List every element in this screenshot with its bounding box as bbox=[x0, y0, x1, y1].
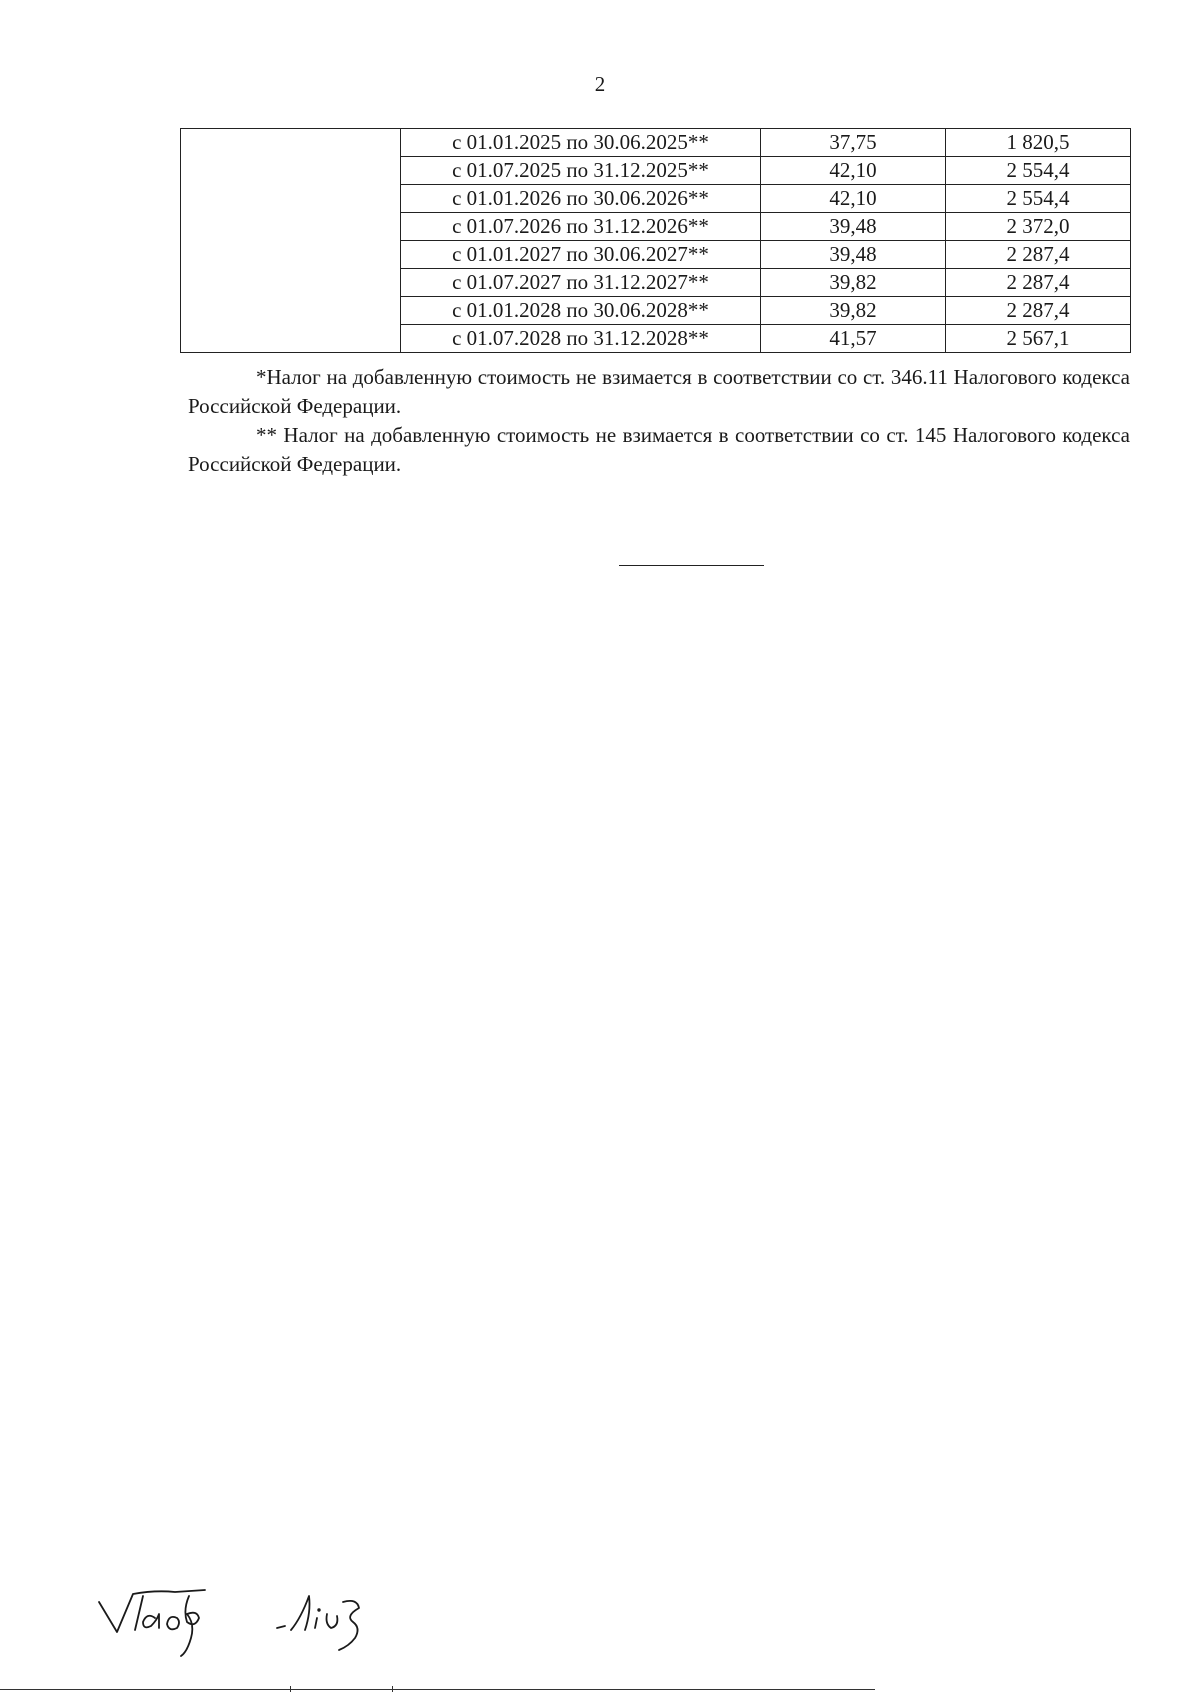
page-number: 2 bbox=[594, 72, 606, 96]
value-cell: 1 820,5 bbox=[946, 129, 1131, 157]
period-cell: с 01.01.2028 по 30.06.2028** bbox=[401, 297, 761, 325]
table-row bbox=[181, 129, 1131, 157]
period-cell: с 01.07.2026 по 31.12.2026** bbox=[401, 213, 761, 241]
value-cell: 2 287,4 bbox=[946, 269, 1131, 297]
rate-cell: 39,82 bbox=[761, 269, 946, 297]
rate-cell: 37,75 bbox=[761, 129, 946, 157]
value-cell: 2 567,1 bbox=[946, 325, 1131, 353]
value-cell: 2 287,4 bbox=[946, 241, 1131, 269]
rate-cell: 39,48 bbox=[761, 213, 946, 241]
period-cell: с 01.07.2027 по 31.12.2027** bbox=[401, 269, 761, 297]
rate-cell: 42,10 bbox=[761, 157, 946, 185]
end-of-text-rule bbox=[619, 565, 764, 566]
rate-cell: 39,82 bbox=[761, 297, 946, 325]
footnotes bbox=[188, 363, 1130, 479]
bottom-tick bbox=[290, 1686, 291, 1692]
rate-cell: 39,48 bbox=[761, 241, 946, 269]
value-cell: 2 372,0 bbox=[946, 213, 1131, 241]
rate-cell: 42,10 bbox=[761, 185, 946, 213]
bottom-tick bbox=[392, 1686, 393, 1692]
handwritten-signature bbox=[95, 1572, 395, 1657]
value-cell: 2 287,4 bbox=[946, 297, 1131, 325]
footnote-vat-145: ** Налог на добавленную стоимость не взимается в соответствии со ст. 145 Налогового кодекса Российской Федерации. bbox=[188, 423, 1130, 476]
merged-empty-cell bbox=[181, 129, 401, 353]
period-cell: с 01.01.2026 по 30.06.2026** bbox=[401, 185, 761, 213]
value-cell: 2 554,4 bbox=[946, 157, 1131, 185]
footnote-vat-346: *Налог на добавленную стоимость не взимается в соответствии со ст. 346.11 Налогового кодекса Российской Федерации. bbox=[188, 365, 1130, 418]
period-cell: с 01.01.2025 по 30.06.2025** bbox=[401, 129, 761, 157]
period-cell: с 01.07.2025 по 31.12.2025** bbox=[401, 157, 761, 185]
rate-cell: 41,57 bbox=[761, 325, 946, 353]
period-cell: с 01.01.2027 по 30.06.2027** bbox=[401, 241, 761, 269]
period-cell: с 01.07.2028 по 31.12.2028** bbox=[401, 325, 761, 353]
tariff-table bbox=[180, 128, 1131, 353]
bottom-rule bbox=[0, 1689, 875, 1690]
value-cell: 2 554,4 bbox=[946, 185, 1131, 213]
